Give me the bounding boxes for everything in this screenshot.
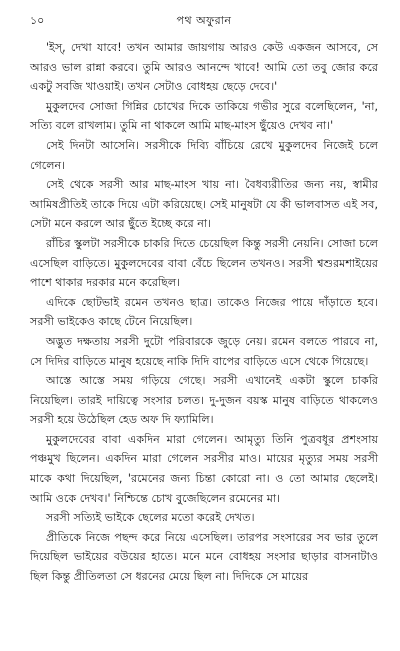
paragraph-2: মুকুলদেব সোজা গিন্নির চোখের দিকে তাকিয়ে গভীর সুরে বলেছিলেন, 'না, সত্যি বলে রাখলাম। তুমি না থাকলে আমি মাছ-মাংস ছুঁয়েও দেখব না।' xyxy=(30,99,378,133)
paragraph-6: এদিকে ছোটভাই রমেন তখনও ছাত্র। তাকেও নিজের পায়ে দাঁড়াতে হবে। সরসী ভাইকেও কাছে টেনে নিয়েছিল। xyxy=(30,295,378,329)
running-title: পথ অফুরান xyxy=(176,14,232,27)
paragraph-3: সেই দিনটা আসেনি। সরসীকে দিব্যি বাঁচিয়ে রেখে মুকুলদেব নিজেই চলে গেলেন। xyxy=(30,138,378,172)
paragraph-4: সেই থেকে সরসী আর মাছ-মাংস খায় না। বৈধব্যরীতির জন্য নয়, স্বামীর আমিষপ্রীতিই তাকে দিয়ে এটা করিয়েছে। সেই মানুষটা যে কী ভালবাসত এই সব, সেটা মনে করলে আর ছুঁতে ইচ্ছে করে না। xyxy=(30,178,378,231)
body-text xyxy=(30,38,378,587)
paragraph-11: প্রীতিকে নিজে পছন্দ করে নিয়ে এসেছিল। তারপর সংসারের সব ভার তুলে দিয়েছিল ভাইয়ের বউয়ের হাতে। মনে মনে বোধহয় সংসার ছাড়ার বাসনাটাও ছিল কিন্তু প্রীতিলতা সে ধরনের মেয়ে ছিল না। দিদিকে সে মায়ের xyxy=(30,530,378,584)
paragraph-5: রাঁচির স্কুলটা সরসীকে চাকরি দিতে চেয়েছিল কিন্তু সরসী নেয়নি। সোজা চলে এসেছিল বাড়িতে। মুকুলদেবের বাবা বেঁচে ছিলেন তখনও। সরসী শ্বশুরমশাইয়ের পাশে থাকার দরকার মনে করেছিল। xyxy=(30,236,378,290)
paragraph-10: সরসী সত্যিই ভাইকে ছেলের মতো করেই দেখত। xyxy=(46,511,255,525)
page-number: ১০ xyxy=(30,14,45,27)
page-header xyxy=(30,10,378,32)
paragraph-9: মুকুলদেবের বাবা একদিন মারা গেলেন। আমৃত্যু তিনি পুত্রবধূর প্রশংসায় পঞ্চমুখ ছিলেন। একদিন মারা গেলেন সরসীর মাও। মায়ের মৃত্যুর সময় সরসী মাকে কথা দিয়েছিল, 'রমেনের জন্য চিন্তা কোরো না। ও তো আমার ছেলেই। আমি ওকে দেখব।' নিশ্চিন্তে চোখ বুজেছিলেন রমেনের মা। xyxy=(30,432,378,505)
paragraph-1: 'ইস্, দেখা যাবে! তখন আমার জায়গায় আরও কেউ একজন আসবে, সে আরও ভাল রান্না করবে। তুমি আরও আনন্দে খাবে! আমি তো তবু জোর করে একটু সবজি খাওয়াই। তখন সেটাও বোধহয় ছেড়ে দেবে।' xyxy=(30,41,378,94)
paragraph-7: অদ্ভুত দক্ষতায় সরসী দুটো পরিবারকে জুড়ে নেয়। রমেন বলতে পারবে না, সে দিদির বাড়িতে মানুষ হয়েছে নাকি দিদি বাপের বাড়িতে এসে থেকে গিয়েছে। xyxy=(30,334,378,368)
paragraph-8: আস্তে আস্তে সময় গড়িয়ে গেছে। সরসী এখানেই একটা স্কুলে চাকরি নিয়েছিল। তারই দায়িত্বে সংসার চলত। দু-দুজন বয়স্ক মানুষ বাড়িতে থাকলেও সরসী হয়ে উঠেছিল হেড অফ দি ফ্যামিলি। xyxy=(30,374,378,427)
